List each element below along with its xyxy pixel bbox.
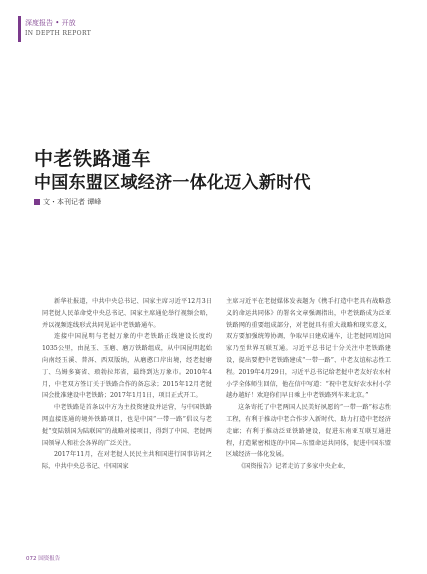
headline-line-2: 中国东盟区域经济一体化迈入新时代 (34, 173, 311, 193)
paragraph: 中老铁路是首条以中方为主投资建设并运营，与中国铁路网直接连通的境外铁路项目，也是中国“一带一路”倡议与老挝“变陆锁国为陆联国”的战略对接项目，得到了中国、老挝两国领导人和社会各界的广泛关注。 (42, 404, 212, 447)
paragraph: 这条寄托了中老两国人民美好夙愿的“一带一路”标志性工程，有利于推动中老合作步入新时代、助力打造中老经济走廊；有利于推动泛亚铁路建设，促进东南亚互联互通进程，打造紧密相连的中国—东盟命运共同体，促进中国东盟区域经济一体化发展。 (226, 404, 391, 459)
paragraph: 连接中国昆明与老挝万象的中老铁路正线建设长度约1035公里，由昆玉、玉磨、磨万铁路组成，从中国昆明起始向南经玉溪、普洱、西双版纳，从磨憨口岸出境，经老挝磨丁、乌姆多赛省、琅勃拉邦省，最终到达万象市。2010年4月，中老双方签订关于铁路合作的备忘录；2015年12月老挝国会批准建设中老铁路；2017年1月1日，项目正式开工。 (42, 333, 212, 400)
paragraph: 2017年11月，在对老挝人民民主共和国进行国事访问之际，中共中央总书记、中国国家 (42, 451, 212, 471)
section-accent-bar (18, 16, 21, 42)
article-headline (34, 147, 311, 195)
headline-line-1: 中老铁路通车 (34, 148, 152, 170)
byline-square-icon (34, 199, 40, 205)
article-byline (34, 197, 101, 207)
body-column-left (42, 296, 212, 473)
paragraph: 新华社报道，中共中央总书记、国家主席习近平12月3日同老挝人民革命党中央总书记、国家主席通伦举行视频会晤，并以视频连线形式共同见证中老铁路通车。 (42, 298, 212, 329)
page-footer: 072 国资报告 (26, 556, 61, 562)
section-subtitle: IN DEPTH REPORT (25, 30, 92, 37)
paragraph: 主席习近平在老挝媒体发表题为《携手打造中老具有战略意义的命运共同体》的署名文章强调指出，中老铁路成为泛亚铁路网的重要组成部分，对老挝具有重大战略和现实意义，双方要加强统筹协调，争取早日建成通车，让老挝同周边国家乃至世界互联互通。习近平总书记十分关注中老铁路建设，提出要把中老铁路建成“一带一路”、中老友谊标志性工程。2019年4月29日，习近平总书记给老挝中老友好农水村小学全体师生回信，他在信中写道：“祝中老友好农水村小学越办越好！欢迎你们早日乘上中老铁路列车来北京。” (226, 298, 391, 400)
body-column-right (226, 296, 391, 473)
paragraph: 《国资报告》记者走访了多家中央企业， (238, 463, 350, 471)
section-title: 深度报告 • 开放 (25, 19, 76, 27)
byline-text: 文・本刊记者 谭峰 (43, 198, 102, 206)
